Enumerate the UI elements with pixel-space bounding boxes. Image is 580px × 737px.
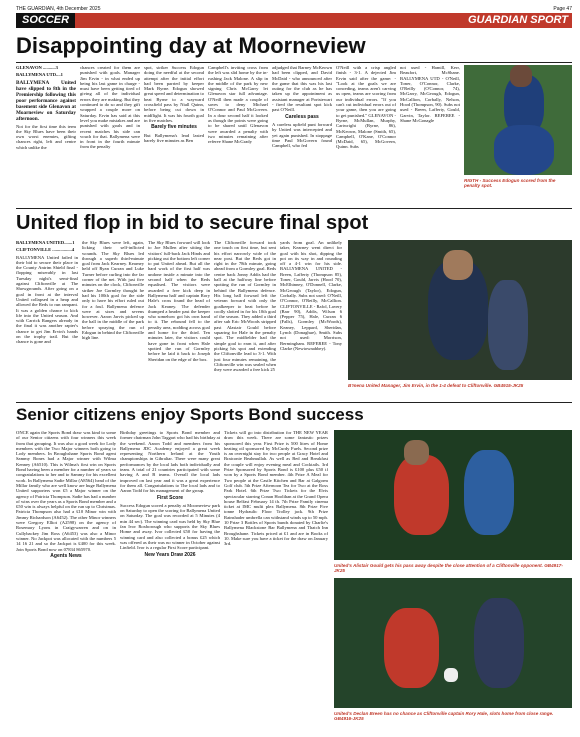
story2-score-b: CLIFTONVILLE .................4 (16, 247, 75, 253)
story3-photo-top (334, 430, 572, 560)
story1-subhead-2: Careless pass (285, 113, 319, 120)
story3-col3: Tickets will go into distribution for THE NEW YEAR draw this week. There are some fantastic prizes sponsored this year. First Prize is 500 litres of Home heating oil sponsored by McCurdy Fuels. Second prize is an overnight stay for two people at Gracy Hotel and Braiconie Beahmullah. As well as Bed and Breakfast the couple will enjoy evening meal and Cocktails. 3rd Prize Sponsored by Sports Bond is £100 plus £50 if won by a Sports Bond member. 4th Prize A Meal for Two people at the Castle Kitchen and Bar at Galgorm Golf club. 5th Prize Afternoon Tea for Two at the Ross Park Hotel. 6th Prize Two Tickets for the Elvis spectacular starring Conan Hoolihan at the Grand Opera house Belfast February 14 th. 7th Prize Family cinema ticket at IMC multi plex Ballymena. 8th Prize Five tonne Hydraulic Floor Trolley jack. 9th Prize Rainshader umbrella can withstand winds up to 50 mph. 10 Prize 3 Bottles of Sports bunds donated by Charlie's Ballymena Blackstone Bar Ballymena and Thatch Inn Broughshane. Tickets priced at £1 and are in Books of 10. Make sure you have a ticket for the draw on January 3rd. (224, 430, 328, 547)
paper-date: THE GUARDIAN, 4th December 2025 (16, 6, 101, 12)
story1-col7: not used - Hamill, Kerr, Beaufort, McShane. BALLYMENA UTD - O'Neill, Toner, O'Connor, Clarke, O'Reilly (O'Connor, 74), McGarry, McGeough, Edogun, McCallion, Corbally, Nelson, Hood (Thompson, 90). Subs not used - Breen, Lafferty, Gould, Garvin, Taylor. REFEREE - Shane McGonagle (400, 65, 460, 123)
section-label: SOCCER (16, 13, 75, 28)
story1-subhead-1: Barely five minutes (151, 124, 197, 131)
story3-col2 (120, 430, 220, 730)
story1-col5 (272, 65, 332, 203)
story2-col3: The Sky Blues forward will look to Joe Mullen after sitting the visitors' full-back Jack Hinds and picking out the bottom left corner to put United ahead. But all the hard work of the first half was undone inside a minute into the second half when the Reds equalised. The visitors were awarded a free kick deep in Ballymena half and captain Rory Hale's cross found the head of Jack Keaney. The defender thumped a header past the keeper who somehow got his own hand to it. The rebound fell to the penalty area, nodding across goal and home for the third. Ten minutes later, the visitors could have gone in front when Hale spotted the run of Gormley before he laid it back to Joseph Sheridan on the edge of the box. (148, 240, 210, 362)
story1-photo (464, 65, 572, 175)
story1-score-a: GLENAVON ...........3 (16, 65, 58, 70)
story1-caption: RIGTH - Success Edogun scored from the penalty spot. (464, 178, 556, 189)
story2-photo (348, 240, 572, 380)
story2-col1 (16, 240, 78, 400)
section-bar (16, 13, 572, 28)
story3-caption-bottom: United's Declan Breen has no chance as Cliftonville captain Rory Hale, slots home from close range. GB4916-JK25 (334, 711, 554, 722)
story3-col1 (16, 430, 116, 730)
story1-headline: Disappointing day at Moorneview (16, 33, 366, 58)
story3-subhead-first-score: First Score (156, 494, 184, 501)
story3-caption-top: United's Alistair Gould gets his pass away despite the close attention of a Cliftonville opponent. GB4917-JK25 (334, 563, 563, 574)
story2-col4: The Cliftonville forward took one touch on first time, but sent his effort narrowly wide of the near post. But the Reds got in right in the 78th minute, going ahead from a Gormley goal. Reds centre back Jonny Addis had the ball at the halfway line before spotting the run of Gormley in behind the Ballymena defence. His long ball forward left the veteran forward with only the goalkeeper to beat before he coolly slotted in for his 10th goal of the season. They added a third after sub Eric McWoods stripped past Alastair Gould before squaring for Hale in the penalty spot. The midfielder had the simple goal to earn it, and after picking his spot and extending the Cliftonville lead to 3-1. With just four minutes remaining, the Cliftonville win was sealed when they were awarded a free kick 25 (214, 240, 276, 373)
story2-headline: United flop in bid to secure final spot (16, 212, 369, 234)
story2-caption: B'mena United Manager, Jim Ervin, in the 1-4 defeat to Cliftonville. GB4915-JK25 (348, 383, 524, 388)
story1-col3-text-b: But Ballymena's lead lasted barely five minutes as Ben (144, 132, 204, 143)
story3-headline: Senior citizens enjoy Sports Bond success (16, 405, 364, 424)
story3-subhead-new-years: New Years Draw 2026 (144, 551, 196, 558)
story2-col2: the Sky Blues were left, again, licking their self-inflicted wounds. The Sky Blues led through a superb third-minute goal from Jack Kearney. Kearney held off Ryan Curran and Luke Turner before curling into the far corner of the net. With just five minutes on the clock, Cliftonville striker Joe Gormley thought he had his 100th goal for the side only to have his effort ruled out for a foul. Ballymena defence were at sixes and sevens however. Aaron Jarvis picked up the ball in the middle of the park before spraying the run of Edogun in behind the Cliftonville high line. (82, 240, 144, 341)
story3-rule (16, 402, 572, 403)
story1-col3 (144, 65, 204, 203)
story1-rule (16, 62, 572, 63)
story1-col2: chances created for them are punished with goals. Manager Jim Ervin - in what ended up being his last game in charge - must have been getting tired of giving all of the individual errors they are making. But they continued to do so and they gift wrapped a couple more on Saturday. Ervin has said at this level you make mistakes and are punished with goals and in recent matches his side can vouch for that. Ballymena were in front in the fourth minute from the penalty (80, 65, 140, 150)
story3-subhead-agents: Agents News (50, 552, 82, 559)
story1-intro: BALLYMENA United have slipped to 8th in the Premiership following this poor performance against basement side Glenavon at Moarneview on Saturday afternoon. (16, 79, 76, 122)
story1-col3-text: spot, striker Success Edogun doing the needful at the second attempt after the initial effort had been parried by keeper Mark Byrne. Edogun showed great speed and determination to beat Byrne to a wayward crossfield pass by Niall Quinn, before being cut down in midflight. It was his fourth goal in five matches. (144, 65, 204, 123)
story3-col2-text: Birthday greetings to Sports Bond member and former chairman John Taggart who had his birthday at the weekend. Aaron Todd and members from his Ballymena JDC Academy enjoyed a great week representing Northern Ireland at the Youth championships in Gibraltar. There were many great performances by the local lads both individually and team. A total of 21 countries participated with some having A and B teams. Overall the local lads improved on last year and it was a great experience for them all. Congratulations to The local lads and to Aaron Todd for his management of the group. (120, 430, 220, 494)
brand-label: GUARDIAN SPORT (467, 14, 568, 26)
story2-col1-text: BALLYMENA United failed in their bid to secure their place in the County Antrim Shield final - flopping miserably in last Tuesday night's semi-final against Cliftonville at The Showgrounds. After going on a goal in front at the interval United collapsed in a heap and allowed the Reds to run rampant. It was a golden chance to kick life into the United season. And with Carrick Rangers already in the final it was another rapier's chance to get Jim Ervin's hands on the trophy trail. But the chance is gone and (16, 254, 78, 345)
story2-score-a: BALLYMENA UNITED.......1 (16, 240, 75, 245)
story3-photo-bottom (334, 578, 572, 708)
story1-col4: Campbell's inviting cross from the left was slid home by the in-rushing Jack Malone. A slip in the middle of the park by new signing Chris McGarry let Glenavon star full advantage. O'Neill then made a couple of saves to deny Michael O'Connor and Paul McGovern. In a dour second half it looked as though the points were going to be shared until Glenavon were awarded a penalty with two minutes remaining after referee Shane McGrady (208, 65, 268, 145)
story3-col1-text: ONCE again the Sports Bond draw was kind to some of our Senior citizens with four winners this week from that grouping. It was also a good week for Lody members with the Two Major winners both going to Lody members. In Broughshane Sports Bond agent Sammy Bones had a Major winner with Wilma Kenney (A6510). This is Wilma's first win on Sports Bond having been a member for a number of years so congratulations to her and to Sammy for his excellent work. In Ballymena Sadie Millar (A8564) head of the Millar family who are well know are huge Ballymena United supporters won £5 a Major winner on the agency of Patricia Thompson. Sadie has had a number of wins over the years as a Sports Bond member and a £50 win is always helpful on the run up to Christmas. Patricia Thompson also had a £10 Minor win with Jimmy Richardson (A6452). The other Minor winners were Gregory Elliot (A2598) on the agency of Rosemary Lyons in Craigywarren and on in Cullybackey Jim Ross (A6453) was also a Minor winner. No Jackpot was allocated with the numbers 5 14 16 21 and so the Jackpot is £400 for this week. Join Sports Bond now on 07834 865970. (16, 430, 116, 552)
story1-col5-text: adjudged that Barney McKeown had been clipped, and David McDaid - who announced after the game that this was his last outing for the club as he has taken up the appointment as assistant manager at Portstewart - fired the resultant spot kick past O'Neill. (272, 65, 332, 113)
page-number: Page 47 (553, 6, 572, 12)
story1-col1 (16, 65, 76, 203)
story2-rule (16, 208, 572, 209)
story1-score-b: BALLYMENA UTD....1 (16, 72, 63, 78)
story1-col1-text: Not for the first time this term the Sky Blues have been their own worst enemies, gifting chances right, left and centre which unlike the (16, 123, 76, 150)
story3-col2-text-b: Success Edogun scored a penalty at Moorneview park on Saturday to open the scoring for Ballymena United on Saturday. The goal was recorded at 5 Minutes (4 min 44 sec). The winning card was held by Sky Blue fan Ivor Roxborough who supports the Sky Blues Home and away. Ivor collected £50 for having the winning card and also collected a bonus £25 which was offered as their was no winner in October against Linfield. Ivor is a regular First Score participant. (120, 502, 220, 551)
story1-col5-text-b: A careless upfield punt forward by United was intercepted and yet again punished. In stoppage time Paul McGovern found Campbell, who fed (272, 121, 332, 149)
story1-col6: O'Neill with a crisp angled finish - 3-1. A dejected Jim Ervin said after the game: - "Look at the goals we are conceding, teams aren't carving us open, teams are scoring from our individual errors. "If you can't cut individual errors out of your game, then you are going to get punished." GLENAVON - Byrne, McMullan, Murphy, Cartwright (Byrne, 86), McKeown, Malone (Smith, 65), Campbell, O'Kane, O'Connor (McDaid, 65), McGovern, Quinn. Subs (336, 65, 396, 150)
story2-col5: yards from goal. An unlikely taker, Kearney went direct for goal with his shot, dipping the pot on its way in and rounding off a 4-1 win for his side. BALLYMENA UNITED - Breen, Lafferty (Thompson 85), Toner, Gould, Jarvis (Hood 70), McElhinney, O'Donnell, Clarke, McGeough (Taylor), Edogun, Corbally. Subs not used: O'Neill, O'Connor, O'Reilly, McCallion. CLIFTONVILLE - Rafol, Lavery (Barr 90), Addis, Wilson 6 (Pepper 75), Hale, Curran 6 (Falls), Gormley (McWoods), Keaney, Leppard, Sheridan, Lynch (Donaghue), Smith. Subs not used: Morrison, Bermingham. REFEREE - Tony Clarke (Newtownabbey). (280, 240, 342, 351)
